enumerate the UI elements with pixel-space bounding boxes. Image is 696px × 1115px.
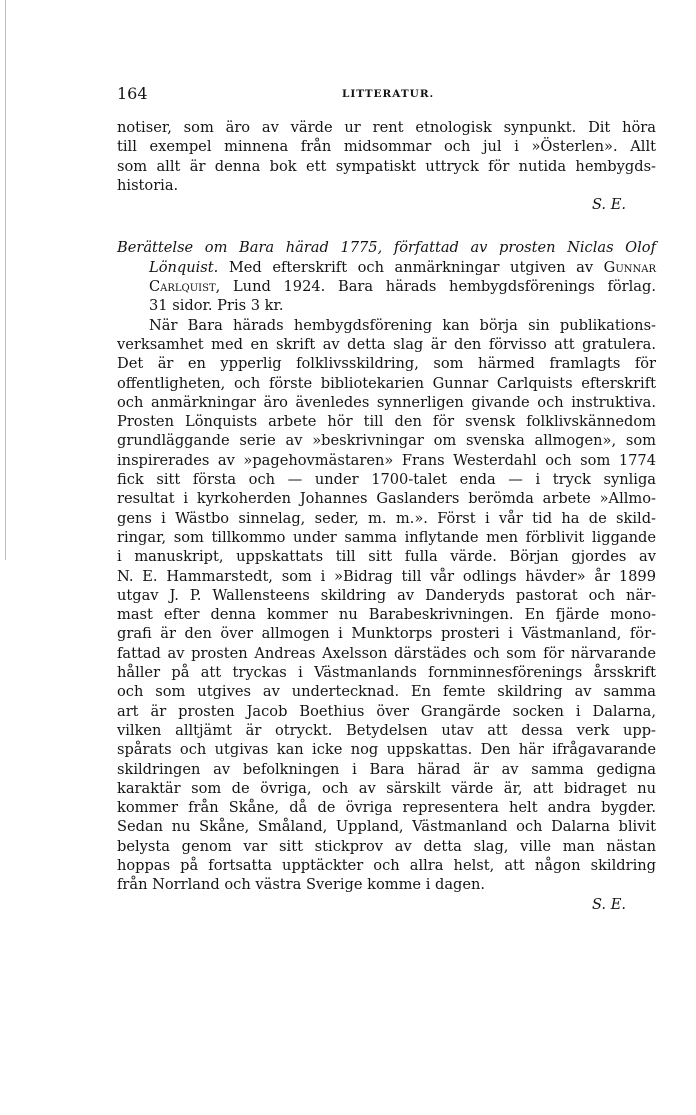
text-line: från Norrland och västra Sverige komme i dagen. [117, 876, 486, 894]
text-line: som allt är denna bok ett sympatiskt uttryck för nutida hembygds- [117, 157, 656, 175]
signature: S. E. [591, 196, 626, 214]
text-line: grafi är den över allmogen i Munktorps prosteri i Västmanland, för- [117, 625, 656, 643]
text-line: verksamhet med en skrift av detta slag är den förvisso att gratulera. [117, 335, 656, 353]
text-line: och som utgives av undertecknad. En femte skildring av samma [117, 683, 656, 701]
page-number: 164 [117, 84, 148, 103]
text-line: i manuskript, uppskattats till sitt fulla värde. Början gjordes av [117, 548, 656, 566]
text-line: kommer från Skåne, då de övriga representera helt andra bygder. [117, 799, 656, 817]
signature: S. E. [591, 895, 626, 913]
text-line: belysta genom var sitt stickprov av detta slag, ville man nästan [117, 837, 656, 855]
text-line: ringar, som tillkommo under samma inflytande men förblivit liggande [117, 528, 656, 546]
text-line: Prosten Lönquists arbete hör till den för svensk folklivskännedom [117, 413, 656, 431]
text-line: offentligheten, och förste bibliotekarien Gunnar Carlquists efterskrift [117, 374, 656, 392]
text-line: inspirerades av »pagehovmästaren» Frans Westerdahl och som 1774 [117, 451, 656, 469]
text-line: art är prosten Jacob Boethius över Grangärde socken i Dalarna, [117, 702, 656, 720]
text-line: N. E. Hammarstedt, som i »Bidrag till vår odlings hävder» år 1899 [117, 567, 656, 585]
text-line: håller på att tryckas i Västmanlands fornminnesförenings årsskrift [117, 664, 656, 682]
text-line: fick sitt första och — under 1700-talet enda — i tryck synliga [117, 471, 656, 489]
page-body [117, 118, 656, 914]
text-line: utgav J. P. Wallensteens skildring av Danderyds pastorat och när- [117, 586, 656, 604]
text-line: spårats och utgivas kan icke nog uppskattas. Den här ifrågavarande [117, 741, 656, 759]
text-line: skildringen av befolkningen i Bara härad är av samma gedigna [117, 760, 656, 778]
entry-title: Berättelse om Bara härad 1775, författad av prosten Niclas Olof [117, 239, 656, 257]
text-line: gens i Wästbo sinnelag, seder, m. m.». Först i vår tid ha de skild- [117, 509, 656, 527]
text-line: Det är en ypperlig folklivsskildring, som härmed framlagts för [117, 355, 656, 373]
text-line: vilken alltjämt är otryckt. Betydelsen utav att dessa verk upp- [117, 721, 656, 739]
text-line: mast efter denna kommer nu Barabeskrivningen. En fjärde mono- [117, 606, 656, 624]
text-line: Sedan nu Skåne, Småland, Uppland, Västmanland och Dalarna blivit [117, 818, 656, 836]
text-line: fattad av prosten Andreas Axelsson därstädes och som för närvarande [117, 644, 656, 662]
page-header [117, 84, 657, 106]
editor-first-name: Gunnar [603, 258, 656, 276]
entry-price-line: 31 sidor. Pris 3 kr. [149, 297, 284, 315]
text-line: karaktär som de övriga, och av särskilt värde är, att bidraget nu [117, 779, 656, 797]
page-edge-line [5, 0, 6, 560]
entry-line: Carlquist, Lund 1924. Bara härads hembygdsförenings förlag. [149, 278, 656, 296]
entry-line: Lönquist. Med efterskrift och anmärkningar utgiven av Gunnar [149, 258, 656, 276]
text-line: hoppas på fortsatta upptäckter och allra helst, att någon skildring [117, 856, 656, 874]
editor-last-name: Carlquist [149, 278, 216, 296]
text-line: När Bara härads hembygdsförening kan börja sin publikations- [149, 316, 656, 334]
text-line: resultat i kyrkoherden Johannes Gaslanders berömda arbete »Allmo- [117, 490, 656, 508]
text-line: och anmärkningar äro ävenledes synnerligen givande och instruktiva. [117, 393, 656, 411]
text-line: historia. [117, 176, 179, 194]
text-line: grundläggande serie av »beskrivningar om svenska allmogen», som [117, 432, 656, 450]
text-line: till exempel minnena från midsommar och jul i »Österlen». Allt [117, 138, 656, 156]
entry-author: Lönquist. [149, 258, 219, 276]
running-title: LITTERATUR. [342, 88, 435, 100]
text-line: notiser, som äro av värde ur rent etnologisk synpunkt. Dit höra [117, 119, 656, 136]
